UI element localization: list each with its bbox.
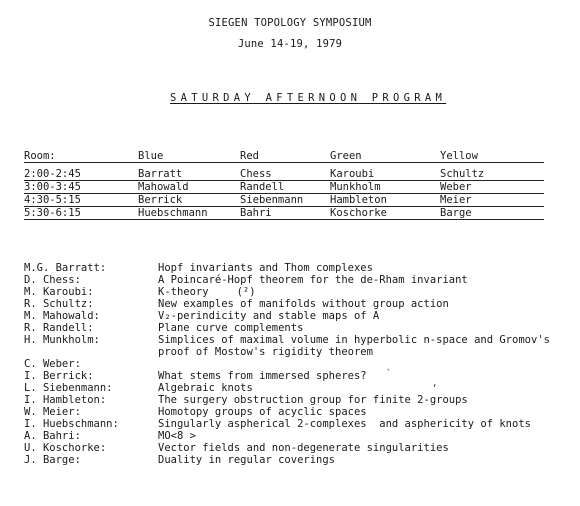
yellow-column-header: Yellow: [440, 150, 478, 162]
yellow-room-speaker: Schultz: [440, 168, 485, 180]
speaker-name: I. Huebschmann:: [24, 418, 119, 430]
speaker-name: R. Randell:: [24, 322, 94, 334]
green-room-speaker: Munkholm: [330, 181, 381, 193]
talk-title: Simplices of maximal volume in hyperbolic n-space and Gromov's proof of Mostow's rigidity theorem: [158, 334, 550, 358]
talk-item: [24, 454, 564, 466]
time-slot: 4:30-5:15: [24, 194, 81, 206]
talk-title: What stems from immersed spheres?: [158, 370, 367, 382]
speaker-name: W. Meier:: [24, 406, 81, 418]
schedule-row: [24, 194, 544, 207]
talk-item: [24, 286, 564, 298]
speaker-name: M.G. Barratt:: [24, 262, 107, 274]
speaker-name: A. Bahri:: [24, 430, 81, 442]
speaker-name: R. Schultz:: [24, 298, 94, 310]
room-schedule-table: [24, 150, 544, 220]
speaker-name: M. Karoubi:: [24, 286, 94, 298]
speaker-name: C. Weber:: [24, 358, 81, 370]
talk-item: [24, 298, 564, 310]
talk-title: [158, 286, 564, 298]
schedule-row: [24, 207, 544, 220]
talk-item: [24, 418, 564, 430]
symposium-title: SIEGEN TOPOLOGY SYMPOSIUM: [208, 17, 372, 29]
speaker-name: M. Mahowald:: [24, 310, 100, 322]
talk-title: Homotopy groups of acyclic spaces: [158, 406, 367, 418]
talk-item: [24, 370, 564, 382]
schedule-header-row: [24, 150, 544, 162]
talk-item: [24, 358, 564, 370]
blue-room-speaker: Barratt: [138, 168, 183, 180]
speaker-name: I. Hambleton:: [24, 394, 107, 406]
red-room-speaker: Bahri: [240, 207, 272, 219]
speaker-name: J. Barge:: [24, 454, 81, 466]
talk-title: Singularly aspherical 2-complexes and asphericity of knots: [158, 418, 531, 430]
room-column-header: Room:: [24, 150, 56, 162]
talk-item: [24, 430, 564, 442]
red-room-speaker: Chess: [240, 168, 272, 180]
blue-column-header: Blue: [138, 150, 164, 162]
red-room-speaker: Randell: [240, 181, 285, 193]
yellow-room-speaker: Barge: [440, 207, 472, 219]
schedule-row: [24, 168, 544, 181]
schedule-row: [24, 181, 544, 194]
green-column-header: Green: [330, 150, 362, 162]
blue-room-speaker: Mahowald: [138, 181, 189, 193]
talk-title: New examples of manifolds without group action: [158, 298, 449, 310]
handwritten-mark: (²): [236, 286, 256, 298]
speaker-name: H. Munkholm:: [24, 334, 100, 346]
time-slot: 5:30-6:15: [24, 207, 81, 219]
yellow-room-speaker: Weber: [440, 181, 472, 193]
speaker-name: L. Siebenmann:: [24, 382, 113, 394]
talk-item: [24, 334, 564, 358]
talk-title: Vector fields and non-degenerate singularities: [158, 442, 449, 454]
talk-title: Hopf invariants and Thom complexes: [158, 262, 373, 274]
talk-item: [24, 394, 564, 406]
symposium-dates: June 14-19, 1979: [237, 38, 343, 50]
time-slot: 2:00-2:45: [24, 168, 81, 180]
stray-mark: `: [386, 369, 392, 379]
green-room-speaker: Koschorke: [330, 207, 387, 219]
time-slot: 3:00-3:45: [24, 181, 81, 193]
yellow-room-speaker: Meier: [440, 194, 472, 206]
talk-title: The surgery obstruction group for finite 2-groups: [158, 394, 468, 406]
program-title: SATURDAY AFTERNOON PROGRAM: [170, 92, 447, 104]
red-column-header: Red: [240, 150, 259, 162]
talk-item: [24, 442, 564, 454]
talk-title: V₂-perindicity and stable maps of A: [158, 310, 380, 322]
talk-item: [24, 406, 564, 418]
talk-title-text: K-theory: [158, 286, 209, 298]
talk-item: [24, 382, 564, 394]
talk-title: Algebraic knots: [158, 382, 253, 394]
green-room-speaker: Hambleton: [330, 194, 387, 206]
blue-room-speaker: Huebschmann: [138, 207, 208, 219]
talk-item: [24, 322, 564, 334]
talk-item: [24, 262, 564, 274]
speaker-name: D. Chess:: [24, 274, 81, 286]
talk-title: MO<8 >: [158, 430, 196, 442]
speaker-name: U. Koschorke:: [24, 442, 107, 454]
talk-title: Plane curve complements: [158, 322, 304, 334]
stray-mark: ,: [432, 379, 438, 389]
talk-title: Duality in regular coverings: [158, 454, 336, 466]
green-room-speaker: Karoubi: [330, 168, 375, 180]
talk-item: [24, 274, 564, 286]
speaker-name: I. Berrick:: [24, 370, 94, 382]
talk-title: A Poincaré-Hopf theorem for the de-Rham invariant: [158, 274, 468, 286]
red-room-speaker: Siebenmann: [240, 194, 304, 206]
blue-room-speaker: Berrick: [138, 194, 183, 206]
talk-item: [24, 310, 564, 322]
talk-list: [24, 262, 564, 466]
